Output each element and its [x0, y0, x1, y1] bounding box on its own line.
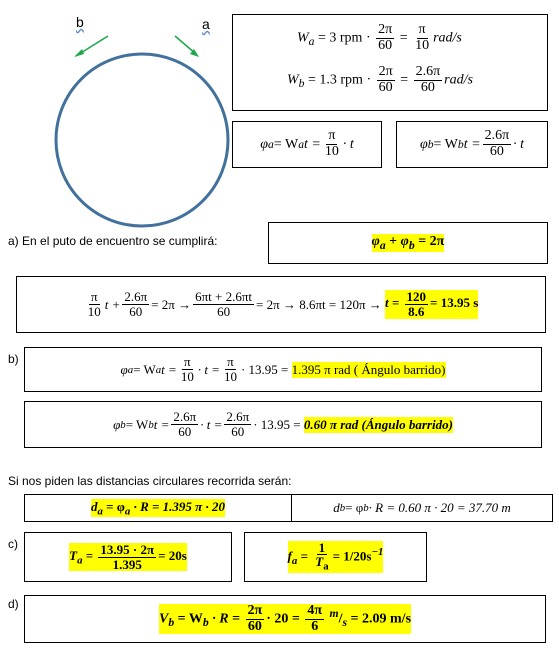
frequency-equation: $f_a$ = $\frac{1}{T_a}$ = $1/20s^{-1}$ [287, 539, 384, 573]
part-c-label: c) [8, 537, 18, 551]
trajectory-circle [56, 54, 228, 226]
distance-a-box [24, 494, 292, 522]
arrow-b-head [74, 49, 84, 57]
angle-b-result: 0.60 π rad (Ángulo barrido) [303, 416, 453, 432]
distance-a-equation: $d_a = \varphi_a \cdot R = 1.395$ π · 20 [90, 498, 226, 518]
solve-time-box [16, 276, 546, 333]
period-box [24, 532, 232, 582]
phi-b-equation: φ b = W b t = $\frac{2.6\pi}{60}$ · t [419, 128, 525, 159]
angle-a-equation: φ a = W a t = $\frac{\pi}{10}$ · t = $\frac{\pi}{10}$ · 13.95 = 1.395 π rad ( Ángulo barrido) [120, 354, 446, 384]
phi-b-box [396, 121, 548, 168]
solve-equation: $\frac{\pi}{10}$ t + $\frac{2.6\pi}{60}$ = 2π → $\frac{6\pi t + 2.6\pi t}{60}$ = 2π → 8.6πt = 120π → t = $\frac{120}{8.6}$ = 13.95 s [87, 289, 479, 319]
angle-b-equation: φ b = W b t = $\frac{2.6\pi}{60}$ · t = $\frac{2.6\pi}{60}$ · 13.95 = 0.60 π rad (Ángulo barrido) [113, 409, 453, 439]
part-a-label: a) En el puto de encuentro se cumplirá: [8, 234, 218, 248]
time-result: t = $\frac{120}{8.6}$ = 13.95 s [385, 289, 479, 319]
wa-equation: $W_a = 3$ rpm · $\frac{2\pi}{60}$ = $\frac{\pi}{10}$ rad/s [297, 22, 462, 53]
meeting-condition-box [268, 222, 548, 264]
meeting-equation: $\varphi_a + \varphi_b = 2\pi$ [371, 234, 445, 252]
distance-b-equation: d b = φ b · R = 0.60 π · 20 = 37.70 m [333, 500, 511, 515]
label-a: a [202, 16, 210, 32]
part-b-label: b) [8, 352, 19, 366]
label-b: b [76, 14, 84, 30]
angle-a-result: 1.395 π rad ( Ángulo barrido) [291, 361, 446, 377]
period-equation: $T_a$ = $\frac{13.95 \cdot 2\pi}{1.395}$ = 20s [69, 541, 187, 572]
phi-a-equation: φ a = W a t = $\frac{\pi}{10}$ · t [260, 128, 354, 159]
phi-a-box [232, 121, 382, 168]
wb-equation: $W_b = 1.3$ rpm · $\frac{2\pi}{60}$ = $\frac{2.6\pi}{60}$ rad/s [287, 64, 473, 95]
angle-a-box [24, 347, 542, 392]
frequency-box [244, 532, 427, 582]
angle-b-box [24, 401, 542, 448]
distance-b-box [291, 494, 553, 522]
part-d-label: d) [8, 597, 19, 611]
angular-velocity-box [232, 14, 548, 111]
velocity-equation: $V_b = W_b \cdot R$ = $\frac{2\pi}{60}$ · 20 = $\frac{4\pi}{6}$ $^m/_s = 2.09$ m/s [158, 602, 412, 634]
velocity-box [24, 595, 546, 643]
circle-diagram [0, 0, 240, 240]
distances-intro: Si nos piden las distancias circulares recorrida serán: [8, 474, 292, 488]
